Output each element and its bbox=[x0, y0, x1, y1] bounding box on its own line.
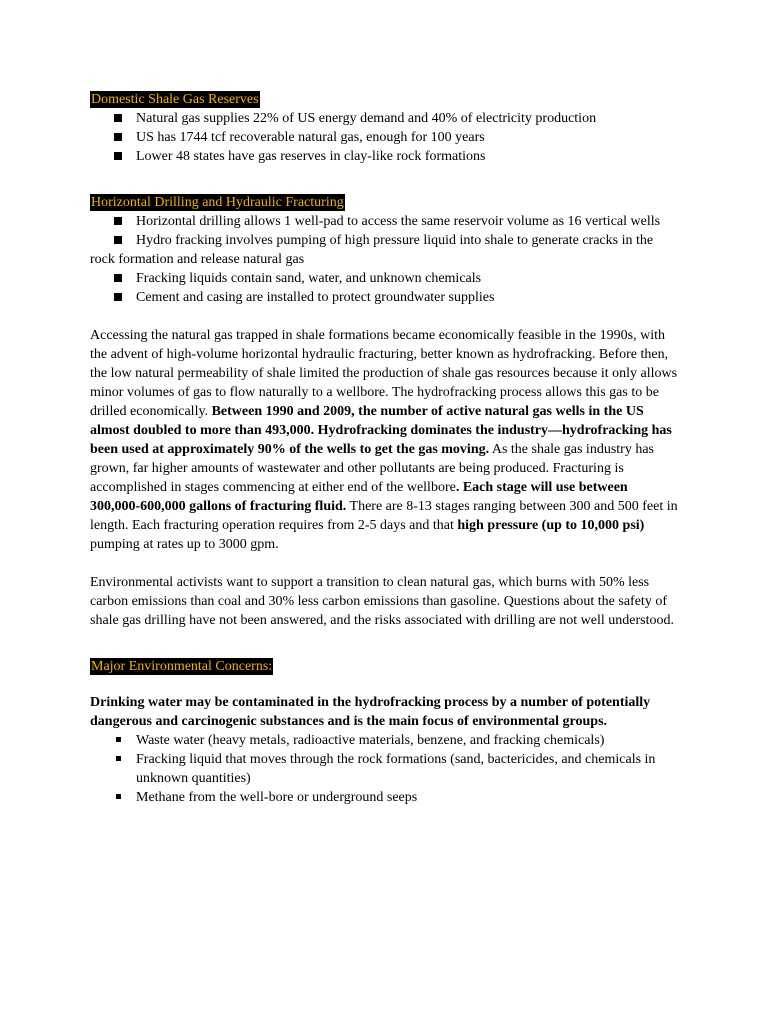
text-run: There are 8-13 stages ranging between 300 and 500 feet in length. Each fracturing operation requires from 2-5 days and that bbox=[90, 499, 678, 533]
list-item: Hydro fracking involves pumping of high pressure liquid into shale to generate cracks in the rock formation and release natural gas bbox=[90, 231, 680, 269]
reserves-bullet-list bbox=[90, 109, 680, 166]
paragraph-activists: Environmental activists want to support a transition to clean natural gas, which burns with 50% less carbon emissions than coal and 30% less carbon emissions than gasoline. Questions about the safety of shale gas drilling have not been answered, and the risks associated with drilling are not well understood. bbox=[90, 575, 674, 628]
section-reserves bbox=[90, 90, 680, 166]
concerns-bullet-list bbox=[90, 731, 680, 807]
bold-run: high pressure (up to 10,000 psi) bbox=[457, 518, 645, 533]
text-run: Accessing the natural gas trapped in shale formations became economically feasible in the 1990s, with the advent of high-volume horizontal hydraulic fracturing, better known as hydrofracking. Before then, the low natural permeability of shale limited the production of shale gas resources because it only allows minor volumes of gas to flow naturally to a wellbore. The hydrofracking process allows this gas to be drilled economically. bbox=[90, 328, 678, 419]
text-run: As the shale gas industry has grown, far higher amounts of wastewater and other pollutants are being produced. Fracturing is accomplished in stages commencing at either end of the wellbore bbox=[90, 442, 654, 495]
list-item: Fracking liquids contain sand, water, and unknown chemicals bbox=[90, 269, 680, 288]
list-item: US has 1744 tcf recoverable natural gas, enough for 100 years bbox=[112, 128, 680, 147]
section-concerns bbox=[90, 657, 680, 807]
list-item: Natural gas supplies 22% of US energy demand and 40% of electricity production bbox=[112, 109, 680, 128]
list-item: Methane from the well-bore or underground seeps bbox=[136, 788, 680, 807]
list-item: Horizontal drilling allows 1 well-pad to access the same reservoir volume as 16 vertical wells bbox=[90, 212, 680, 231]
heading-reserves: Domestic Shale Gas Reserves bbox=[91, 92, 259, 107]
section-drilling bbox=[90, 193, 680, 307]
paragraph-hydrofracking bbox=[90, 326, 680, 554]
bold-run: Between 1990 and 2009, the number of active natural gas wells in the US almost doubled to more than 493,000. Hydrofracking dominates the industry—hydrofracking has been used at approximately 90% of the wells to get the gas moving. bbox=[90, 404, 672, 457]
text-run: pumping at rates up to 3000 gpm. bbox=[90, 537, 279, 552]
bold-run: . Each stage will use between 300,000-600,000 gallons of fracturing fluid. bbox=[90, 480, 628, 514]
list-item: Cement and casing are installed to protect groundwater supplies bbox=[90, 288, 680, 307]
list-item: Waste water (heavy metals, radioactive materials, benzene, and fracking chemicals) bbox=[136, 731, 680, 750]
document-page bbox=[90, 90, 680, 807]
heading-drilling: Horizontal Drilling and Hydraulic Fracturing bbox=[91, 195, 344, 210]
list-item: Lower 48 states have gas reserves in clay-like rock formations bbox=[112, 147, 680, 166]
concerns-intro: Drinking water may be contaminated in the hydrofracking process by a number of potentially dangerous and carcinogenic substances and is the main focus of environmental groups. bbox=[90, 695, 651, 729]
drilling-bullet-list bbox=[90, 212, 680, 307]
heading-concerns: Major Environmental Concerns: bbox=[91, 659, 273, 674]
list-item: Fracking liquid that moves through the rock formations (sand, bactericides, and chemicals in unknown quantities) bbox=[136, 750, 680, 788]
